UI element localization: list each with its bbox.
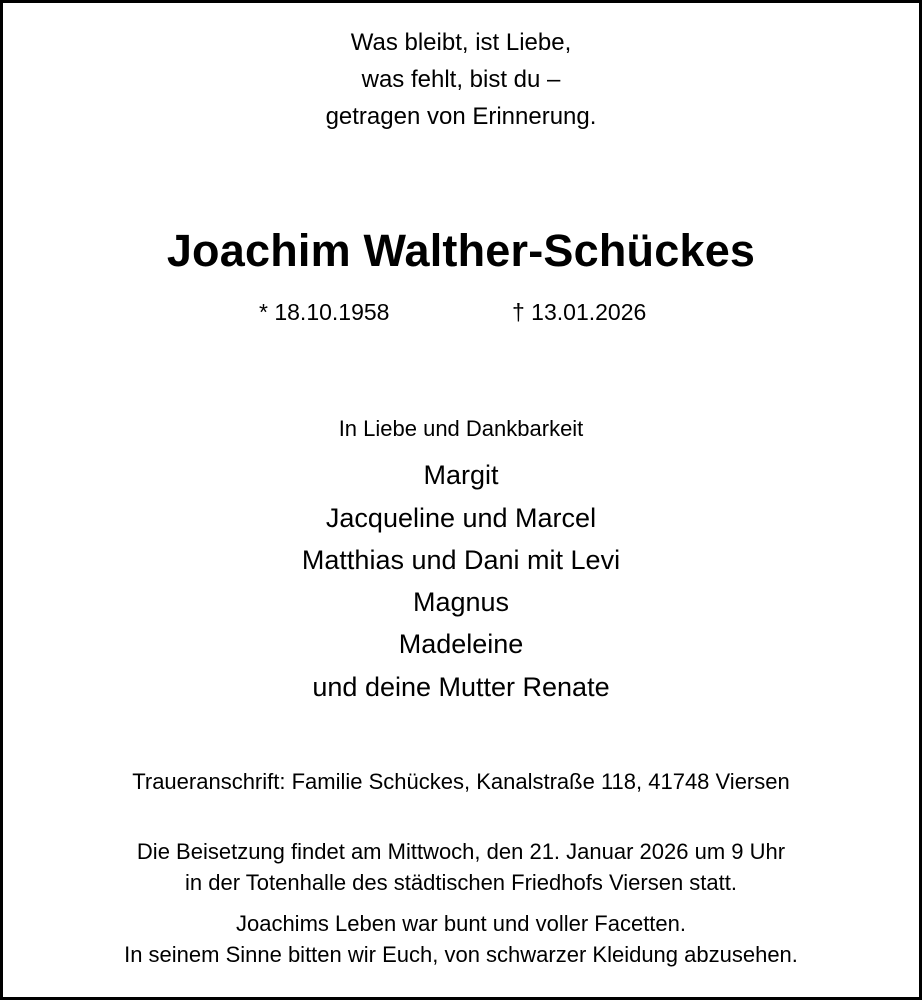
death-date: † 13.01.2026 [512, 299, 647, 325]
poem-line-1: Was bleibt, ist Liebe, [350, 29, 572, 56]
mourner-name: Matthias und Dani mit Levi [301, 545, 621, 575]
mourners-intro: In Liebe und Dankbarkeit [338, 416, 584, 441]
mourner-name: Magnus [412, 587, 510, 617]
deceased-name: Joachim Walther-Schückes [166, 225, 756, 276]
poem-line-2: was fehlt, bist du – [361, 66, 561, 93]
mourner-name: Madeleine [398, 629, 524, 659]
funeral-info-line-1: Die Beisetzung findet am Mittwoch, den 21. Januar 2026 um 9 Uhr [136, 839, 786, 864]
mourner-name: Jacqueline und Marcel [325, 503, 597, 533]
poem-line-3: getragen von Erinnerung. [325, 103, 597, 130]
funeral-info-line-2: in der Totenhalle des städtischen Friedhofs Viersen statt. [185, 870, 737, 895]
dress-request-line-2: In seinem Sinne bitten wir Euch, von schwarzer Kleidung abzusehen. [124, 942, 798, 967]
mourner-name: Margit [423, 460, 499, 490]
mourner-name: und deine Mutter Renate [312, 672, 610, 702]
dress-request-line-1: Joachims Leben war bunt und voller Facetten. [235, 911, 687, 936]
mourning-address: Traueranschrift: Familie Schückes, Kanalstraße 118, 41748 Viersen [132, 769, 790, 794]
birth-date: * 18.10.1958 [259, 299, 390, 325]
